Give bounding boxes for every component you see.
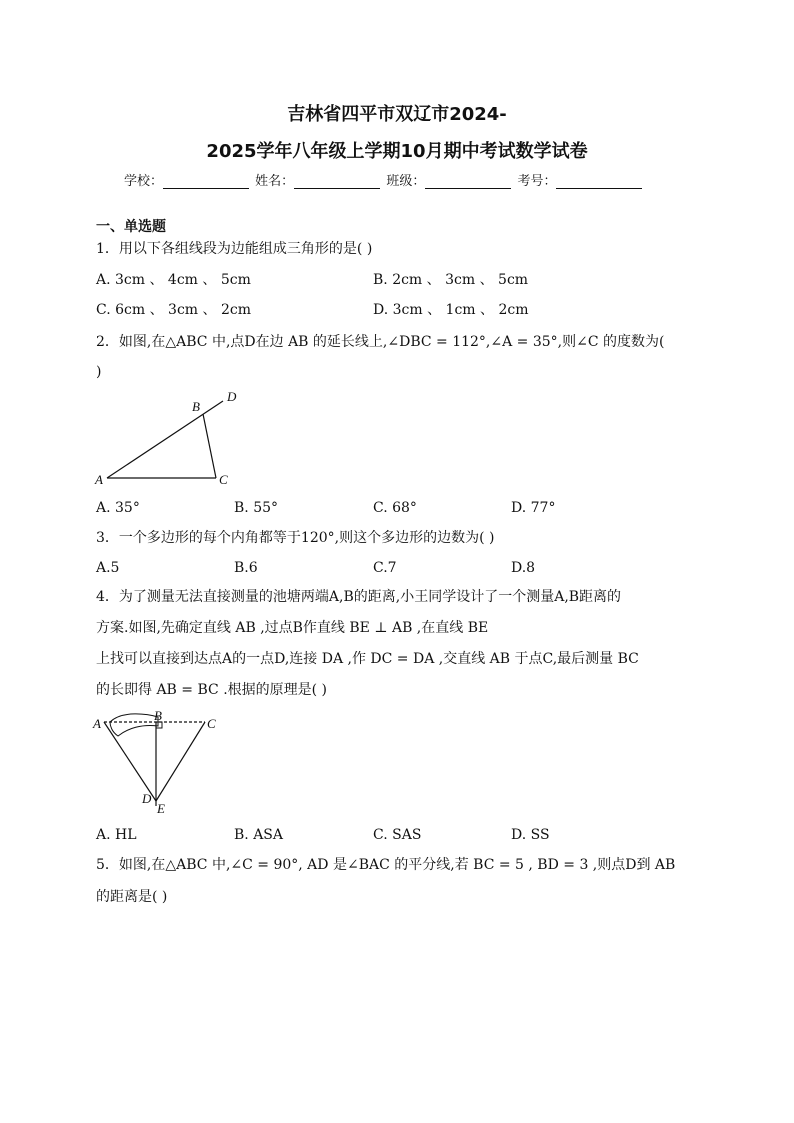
label-c: C bbox=[219, 472, 228, 487]
exam-title-line2: 2025学年八年级上学期10月期中考试数学试卷 bbox=[206, 141, 588, 162]
label-b: B bbox=[192, 399, 200, 414]
question-4-stem-line4: 的长即得 AB = BC .根据的原理是( ) bbox=[96, 682, 328, 698]
class-blank bbox=[425, 174, 511, 189]
label-b: B bbox=[154, 708, 162, 723]
label-a: A bbox=[95, 472, 103, 487]
label-d: D bbox=[142, 791, 152, 806]
question-2-stem-line1: 2．如图,在△ABC 中,点D在边 AB 的延长线上,∠DBC = 112°,∠A = 35°,则∠C 的度数为( bbox=[96, 334, 665, 350]
exam-title-line1: 吉林省四平市双辽市2024- bbox=[287, 104, 507, 125]
line-cd bbox=[156, 722, 205, 801]
line-bc bbox=[203, 414, 216, 478]
q4-pond-figure bbox=[90, 706, 225, 816]
class-label: 班级： bbox=[386, 174, 426, 189]
line-ad bbox=[107, 401, 223, 478]
q2-option-a: A. 35° bbox=[96, 500, 140, 516]
section-single-choice: 一、单选题 bbox=[96, 219, 166, 235]
question-5-stem-line2: 的距离是( ) bbox=[96, 889, 168, 905]
q1-option-c: C. 6cm 、 3cm 、 2cm bbox=[96, 302, 251, 318]
q3-option-d: D.8 bbox=[511, 560, 536, 576]
label-c: C bbox=[207, 716, 216, 731]
school-blank bbox=[163, 174, 249, 189]
question-4-stem-line2: 方案.如图,先确定直线 AB ,过点B作直线 BE ⊥ AB ,在直线 BE bbox=[96, 620, 489, 636]
school-label: 学校： bbox=[124, 174, 164, 189]
number-blank bbox=[556, 174, 642, 189]
question-5-stem-line1: 5．如图,在△ABC 中,∠C = 90°, AD 是∠BAC 的平分线,若 BC = 5 , BD = 3 ,则点D到 AB bbox=[96, 857, 676, 873]
label-d: D bbox=[227, 389, 237, 404]
q3-option-c: C.7 bbox=[373, 560, 397, 576]
q3-option-b: B.6 bbox=[234, 560, 258, 576]
name-label: 姓名： bbox=[255, 174, 295, 189]
q2-triangle-figure bbox=[90, 385, 250, 490]
label-e: E bbox=[157, 801, 165, 816]
name-blank bbox=[294, 174, 380, 189]
q4-option-c: C. SAS bbox=[373, 827, 422, 843]
q4-option-a: A. HL bbox=[96, 827, 137, 843]
q1-option-a: A. 3cm 、 4cm 、 5cm bbox=[96, 272, 251, 288]
label-a: A bbox=[93, 716, 101, 731]
line-ad bbox=[104, 722, 156, 801]
question-1-stem: 1．用以下各组线段为边能组成三角形的是( ) bbox=[96, 241, 373, 257]
q4-option-b: B. ASA bbox=[234, 827, 283, 843]
question-4-stem-line3: 上找可以直接到达点A的一点D,连接 DA ,作 DC = DA ,交直线 AB 于点C,最后测量 BC bbox=[96, 651, 639, 667]
q1-option-b: B. 2cm 、 3cm 、 5cm bbox=[373, 272, 529, 288]
q3-option-a: A.5 bbox=[96, 560, 120, 576]
q1-option-d: D. 3cm 、 1cm 、 2cm bbox=[373, 302, 529, 318]
q2-option-d: D. 77° bbox=[511, 500, 556, 516]
q4-option-d: D. SS bbox=[511, 827, 550, 843]
pond-shape bbox=[110, 714, 158, 736]
number-label: 考号： bbox=[517, 174, 557, 189]
question-3-stem: 3．一个多边形的每个内角都等于120°,则这个多边形的边数为( ) bbox=[96, 530, 495, 546]
student-info-row bbox=[124, 170, 644, 189]
q2-option-b: B. 55° bbox=[234, 500, 279, 516]
question-2-stem-line2: ) bbox=[96, 364, 102, 380]
q2-option-c: C. 68° bbox=[373, 500, 417, 516]
question-4-stem-line1: 4．为了测量无法直接测量的池塘两端A,B的距离,小王同学设计了一个测量A,B距离的 bbox=[96, 589, 622, 605]
